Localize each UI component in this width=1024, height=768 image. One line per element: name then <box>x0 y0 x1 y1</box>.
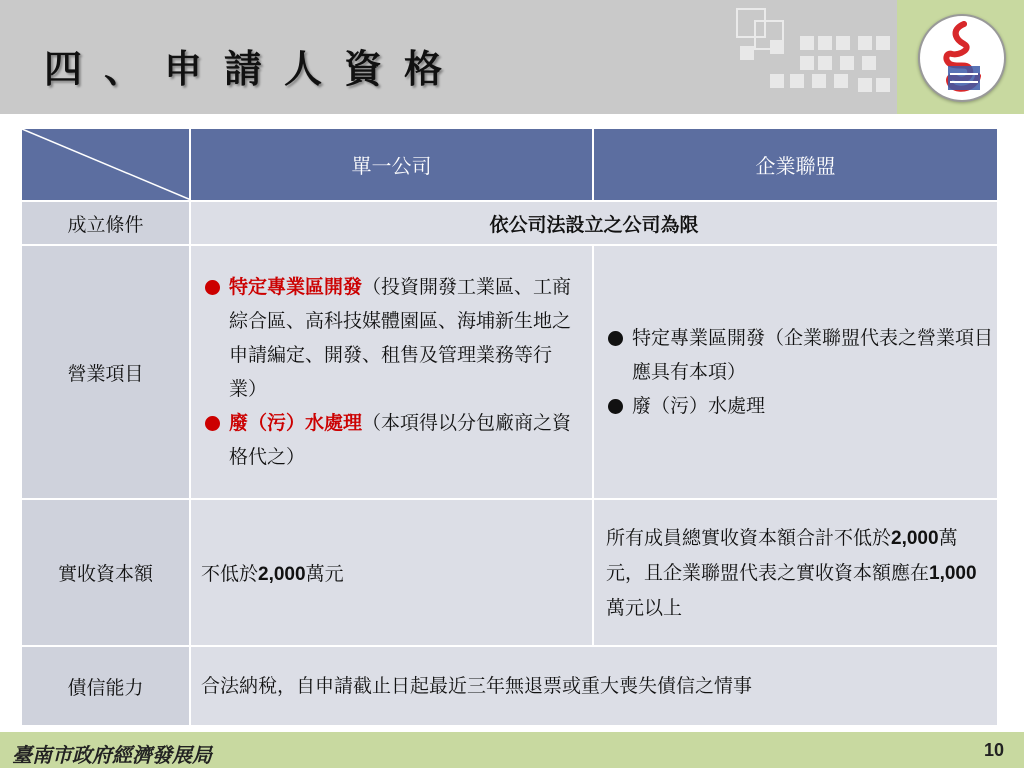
deco-square <box>858 78 872 92</box>
list-item: 特定專業區開發（投資開發工業區、工商綜合區、高科技媒體園區、海埔新生地之申請編定、開發、租售及管理業務等行業） <box>199 270 574 406</box>
capital-single-cell: 不低於2,000萬元 <box>190 499 593 646</box>
table-row <box>21 499 998 646</box>
deco-square <box>862 56 876 70</box>
header-single-company: 單一公司 <box>190 128 593 201</box>
qualification-table <box>20 127 999 727</box>
bullet-icon <box>608 399 623 414</box>
header-corner-cell <box>21 128 190 201</box>
establish-value: 依公司法設立之公司為限 <box>190 201 998 245</box>
deco-square <box>840 56 854 70</box>
bullet-icon <box>205 416 220 431</box>
footer-organization: 臺南市政府經濟發展局 <box>12 743 212 767</box>
row-label-credit: 債信能力 <box>21 646 190 726</box>
deco-square <box>800 56 814 70</box>
credit-value: 合法納稅，自申請截止日起最近三年無退票或重大喪失債信之情事 <box>190 646 998 726</box>
table-row <box>21 245 998 499</box>
deco-square <box>812 74 826 88</box>
header-enterprise-alliance: 企業聯盟 <box>593 128 998 201</box>
deco-square <box>876 78 890 92</box>
footer-band <box>0 732 1024 768</box>
bullet-icon <box>608 331 623 346</box>
city-logo-icon <box>920 16 1004 100</box>
row-label-capital: 實收資本額 <box>21 499 190 646</box>
deco-square <box>818 36 832 50</box>
deco-square <box>790 74 804 88</box>
diagonal-line <box>22 129 191 200</box>
list-item: 廢（污）水處理（本項得以分包廠商之資格代之） <box>199 406 574 474</box>
deco-square <box>740 46 754 60</box>
deco-square <box>836 36 850 50</box>
capital-alliance-cell: 所有成員總實收資本額合計不低於2,000萬元，且企業聯盟代表之實收資本額應在1,000萬元以上 <box>593 499 998 646</box>
deco-square <box>818 56 832 70</box>
deco-square <box>770 40 784 54</box>
row-label-establish: 成立條件 <box>21 201 190 245</box>
deco-square <box>834 74 848 88</box>
table-row <box>21 201 998 245</box>
business-alliance-list <box>602 321 995 423</box>
table-header-row <box>21 128 998 201</box>
deco-square <box>858 36 872 50</box>
deco-square <box>800 36 814 50</box>
deco-square <box>770 74 784 88</box>
business-single-list <box>199 270 574 474</box>
row-label-business: 營業項目 <box>21 245 190 499</box>
list-item: 特定專業區開發（企業聯盟代表之營業項目應具有本項） <box>602 321 995 389</box>
bullet-icon <box>205 280 220 295</box>
deco-square <box>876 36 890 50</box>
list-item: 廢（污）水處理 <box>602 389 995 423</box>
business-alliance-cell <box>593 245 998 499</box>
page-number: 10 <box>983 740 1004 760</box>
slide-title: 四、申請人資格 <box>44 46 465 91</box>
business-single-cell <box>190 245 593 499</box>
table-row <box>21 646 998 726</box>
city-logo <box>918 14 1006 102</box>
